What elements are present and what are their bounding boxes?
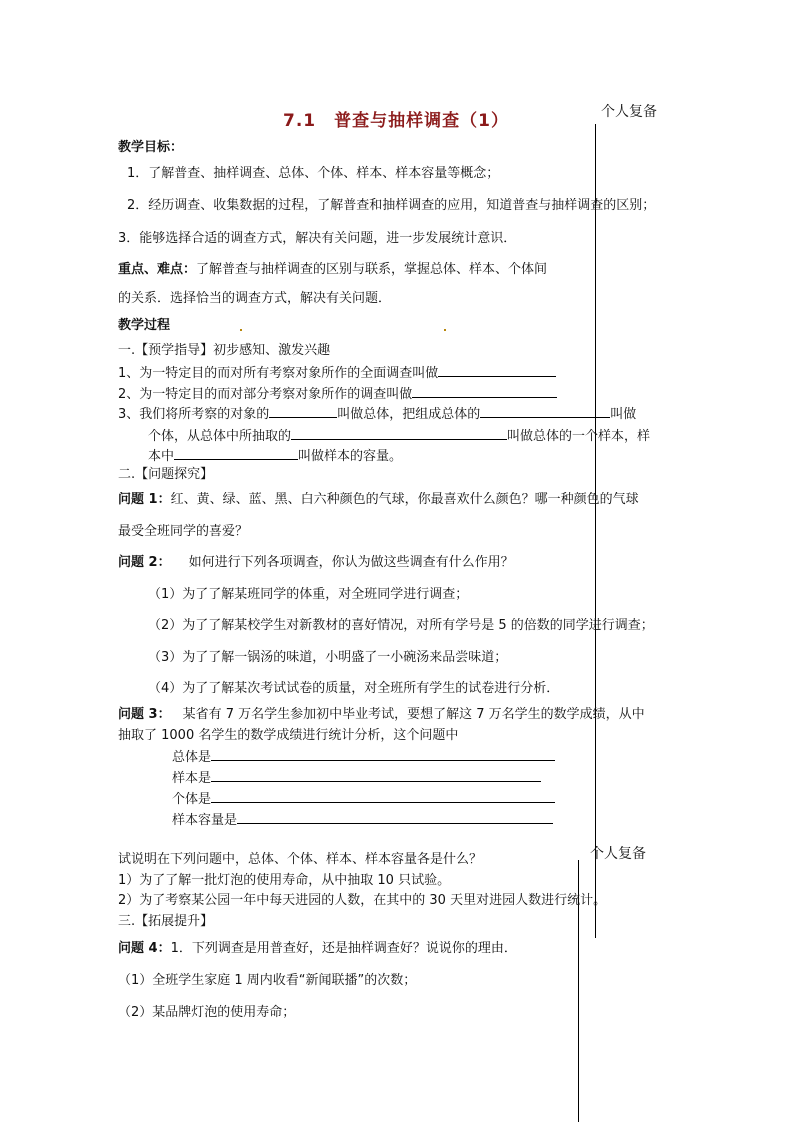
objective-item: 3．能够选择合适的调查方式，解决有关问题，进一步发展统计意识． [118, 231, 517, 246]
problem-2-item: （2）为了了解某校学生对新教材的喜好情况，对所有学号是 5 的倍数的同学进行调查； [148, 618, 654, 633]
section1-heading: 一.【预学指导】初步感知、激发兴趣 [118, 343, 331, 358]
section2-heading: 二.【问题探究】 [118, 467, 214, 482]
problem-1-text: 红、黄、绿、蓝、黑、白六种颜色的气球，你最喜欢什么颜色？哪一种颜色的气球 [170, 492, 639, 507]
answer-blank[interactable] [291, 427, 507, 440]
question-3-text: 叫做总体的一个样本，样 [507, 429, 651, 444]
problem-1-line2: 最受全班同学的喜爱？ [118, 524, 249, 539]
question-2-text: 2、为一特定目的而对部分考察对象所作的调查叫做 [118, 387, 413, 402]
answer-blank[interactable] [211, 748, 555, 761]
objective-item: 1．了解普查、抽样调查、总体、个体、样本、样本容量等概念； [127, 166, 500, 181]
side-note-bottom: 个人复备 [590, 846, 646, 862]
field-label: 个体是 [172, 792, 212, 807]
problem-3-label: 问题 3： [118, 707, 171, 722]
margin-divider-line [595, 124, 596, 938]
problem-2-item: （3）为了了解一锅汤的味道，小明盛了一小碗汤来品尝味道； [148, 650, 508, 665]
key-points-line2: 的关系．选择恰当的调查方式，解决有关问题． [118, 291, 392, 306]
problem-3-line2: 抽取了 1000 名学生的数学成绩进行统计分析，这个问题中 [118, 728, 459, 743]
question-3-text: 本中 [148, 449, 175, 464]
problem-2-item: （1）为了了解某班同学的体重，对全班同学进行调查； [148, 587, 469, 602]
section3-heading: 三.【拓展提升】 [118, 914, 214, 929]
decorative-dot [444, 329, 446, 331]
problem-3-field [172, 790, 555, 808]
question-3 [118, 405, 636, 423]
key-points-line [118, 262, 547, 278]
answer-blank[interactable] [174, 447, 298, 460]
problem-4-text: 1．下列调查是用普查好，还是抽样调查好？说说你的理由． [170, 941, 517, 956]
problem-3-text: 某省有 7 万名学生参加初中毕业考试，要想了解这 7 万名学生的数学成绩，从中 [182, 707, 645, 722]
question-1 [118, 364, 556, 382]
problem-3 [118, 707, 645, 723]
page-title: 7.1 普查与抽样调查（1） [283, 111, 509, 131]
explain-prompt: 试说明在下列问题中，总体、个体、样本、样本容量各是什么？ [118, 852, 483, 867]
problem-3-field [172, 811, 553, 829]
decorative-dot [240, 329, 242, 331]
problem-1-label: 问题 1： [118, 492, 171, 507]
question-3-line3 [148, 447, 402, 465]
answer-blank[interactable] [438, 364, 556, 377]
question-2 [118, 385, 557, 403]
problem-2-item: （4）为了了解某次考试试卷的质量，对全班所有学生的试卷进行分析． [148, 681, 560, 696]
field-label: 样本是 [172, 771, 212, 786]
explain-item: 2）为了考察某公园一年中每天进园的人数，在其中的 30 天里对进园人数进行统计。 [118, 893, 607, 908]
problem-2-text: 如何进行下列各项调查，你认为做这些调查有什么作用？ [188, 555, 514, 570]
process-heading: 教学过程 [118, 318, 171, 333]
field-label: 总体是 [172, 750, 212, 765]
question-3-text: 叫做总体，把组成总体的 [337, 407, 481, 422]
problem-4-item: （1）全班学生家庭 1 周内收看“新闻联播”的次数； [118, 973, 417, 988]
question-3-line2 [148, 427, 650, 445]
problem-2-label: 问题 2： [118, 555, 171, 570]
question-3-text: 叫做 [610, 407, 637, 422]
question-3-text: 个体，从总体中所抽取的 [148, 429, 292, 444]
field-label: 样本容量是 [172, 813, 238, 828]
answer-blank[interactable] [480, 405, 610, 418]
question-1-text: 1、为一特定目的而对所有考察对象所作的全面调查叫做 [118, 366, 439, 381]
problem-2 [118, 555, 514, 571]
objectives-heading: 教学目标： [118, 140, 184, 155]
problem-4-label: 问题 4： [118, 941, 171, 956]
key-points-text: 了解普查与抽样调查的区别与联系，掌握总体、样本、个体间 [196, 262, 548, 277]
key-points-label: 重点、难点： [118, 262, 197, 277]
explain-item: 1）为了了解一批灯泡的使用寿命，从中抽取 10 只试验。 [118, 873, 451, 888]
question-3-text: 3、我们将所考察的对象的 [118, 407, 270, 422]
objective-item: 2．经历调查、收集数据的过程，了解普查和抽样调查的应用，知道普查与抽样调查的区别； [127, 198, 656, 213]
answer-blank[interactable] [211, 790, 555, 803]
problem-3-field [172, 748, 555, 766]
answer-blank[interactable] [237, 811, 553, 824]
problem-4 [118, 941, 517, 957]
side-note-top: 个人复备 [601, 104, 657, 120]
question-3-text: 叫做样本的容量。 [298, 449, 403, 464]
answer-blank[interactable] [211, 769, 541, 782]
answer-blank[interactable] [412, 385, 557, 398]
problem-3-field [172, 769, 541, 787]
answer-blank[interactable] [269, 405, 337, 418]
problem-1 [118, 492, 674, 508]
problem-4-item: （2）某品牌灯泡的使用寿命； [118, 1005, 296, 1020]
